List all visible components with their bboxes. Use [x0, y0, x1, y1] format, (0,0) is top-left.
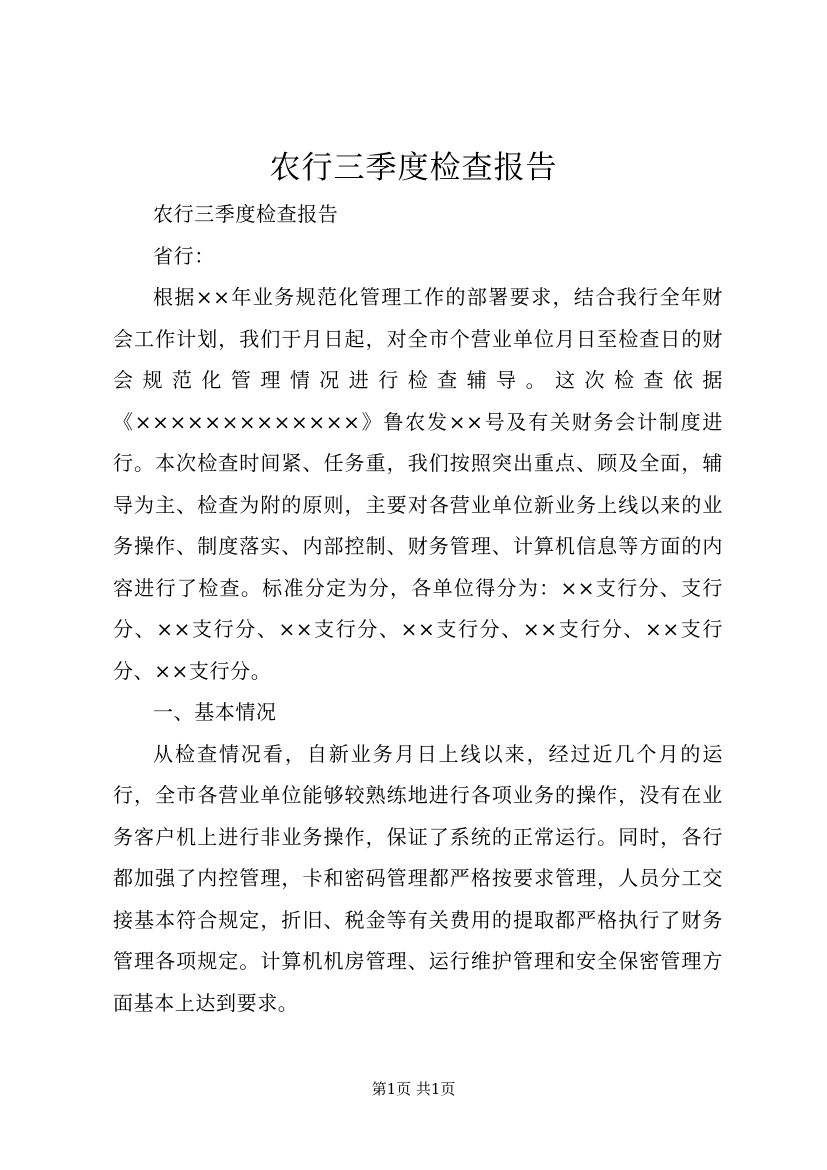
subtitle-paragraph: 农行三季度检查报告: [153, 202, 339, 226]
salutation-paragraph: 省行：: [153, 243, 215, 268]
intro-paragraph: 根据××年业务规范化管理工作的部署要求，结合我行全年财会工作计划，我们于月日起，对全市个营业单位月日至检查日的财会规范化管理情况进行检查辅导。这次检查依据《×××××××××××××》鲁农发××号及有关财务会计制度进行。本次检查时间紧、任务重，我们按照突出重点、顾及全面，辅导为主、检查为附的原则，主要对各营业单位新业务上线以来的业务操作、制度落实、内部控制、财务管理、计算机信息等方面的内容进行了检查。标准分定为分，各单位得分为：××支行分、支行分、××支行分、××支行分、××支行分、××支行分、××支行分、××支行分。: [113, 285, 723, 683]
situation-paragraph: 从检查情况看，自新业务月日上线以来，经过近几个月的运行，全市各营业单位能够较熟练地进行各项业务的操作，没有在业务客户机上进行非业务操作，保证了系统的正常运行。同时，各行都加强了内控管理，卡和密码管理都严格按要求管理，人员分工交接基本符合规定，折旧、税金等有关费用的提取都严格执行了财务管理各项规定。计算机机房管理、运行维护管理和安全保密管理方面基本上达到要求。: [113, 741, 723, 1015]
document-title: 农行三季度检查报告: [269, 150, 558, 186]
document-body: [113, 194, 723, 1024]
page-footer: 第1页 共1页: [371, 1080, 456, 1098]
section-heading: 一、基本情况: [153, 700, 277, 724]
